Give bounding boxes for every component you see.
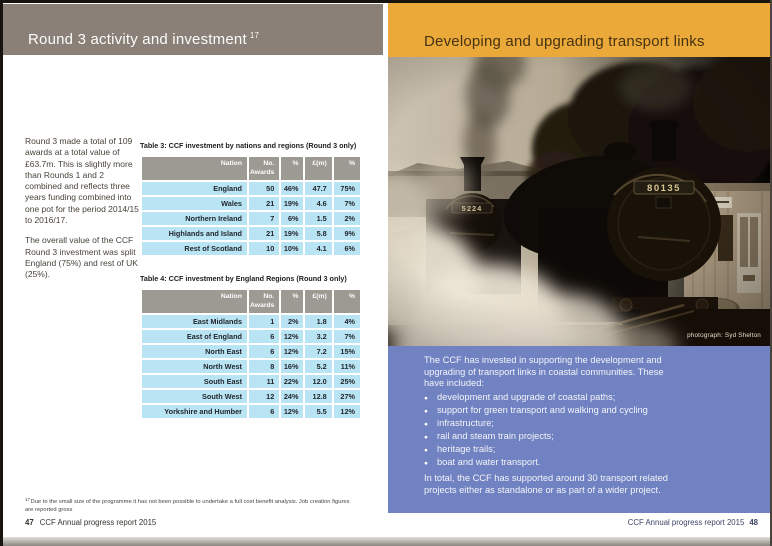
value-cell: 12% — [281, 345, 303, 358]
table-row — [142, 227, 360, 240]
value-cell: 1.8 — [305, 315, 331, 328]
table-row — [142, 197, 360, 210]
table4-header-row — [142, 290, 360, 313]
footnote-text: Due to the small size of the programme it has not been possible to undertake a full cost benefit analysis. Job creation figures are reported gross — [25, 499, 350, 513]
column-header: £(m) — [305, 290, 331, 313]
value-cell: 4.1 — [305, 242, 331, 255]
table-row — [142, 212, 360, 225]
row-label-cell: Wales — [142, 197, 247, 210]
value-cell: 21 — [249, 227, 279, 240]
row-label-cell: Northern Ireland — [142, 212, 247, 225]
value-cell: 24% — [281, 390, 303, 403]
value-cell: 6 — [249, 345, 279, 358]
left-page-header — [3, 4, 383, 55]
row-label-cell: North East — [142, 345, 247, 358]
value-cell: 16% — [281, 360, 303, 373]
table3 — [140, 155, 362, 257]
value-cell: 19% — [281, 227, 303, 240]
footnote — [25, 496, 355, 514]
column-header: No. Awards — [249, 290, 279, 313]
table-row — [142, 242, 360, 255]
value-cell: 5.2 — [305, 360, 331, 373]
column-header: % — [334, 290, 360, 313]
value-cell: 75% — [334, 182, 360, 195]
right-page-title: Developing and upgrading transport links — [424, 33, 705, 50]
page-edge-shadow — [0, 537, 772, 546]
table4-title: Table 4: CCF investment by England Regions (Round 3 only) — [140, 274, 347, 283]
page-edge-top — [0, 0, 772, 3]
value-cell: 5.8 — [305, 227, 331, 240]
train-photo — [388, 57, 770, 346]
value-cell: 1.5 — [305, 212, 331, 225]
value-cell: 11 — [249, 375, 279, 388]
bullet-item: ● infrastructure; — [424, 418, 686, 430]
value-cell: 4% — [334, 315, 360, 328]
value-cell: 7% — [334, 330, 360, 343]
value-cell: 6 — [249, 405, 279, 418]
value-cell: 4.6 — [305, 197, 331, 210]
table3-block — [140, 141, 362, 257]
table-row — [142, 330, 360, 343]
table-row — [142, 405, 360, 418]
photo-credit: photograph: Syd Shelton — [687, 332, 761, 339]
value-cell: 10% — [281, 242, 303, 255]
value-cell: 12% — [281, 330, 303, 343]
table-row — [142, 360, 360, 373]
column-header: Nation — [142, 157, 247, 180]
row-label-cell: Highlands and Island — [142, 227, 247, 240]
table-row — [142, 390, 360, 403]
row-label-cell: East Midlands — [142, 315, 247, 328]
column-header: Nation — [142, 290, 247, 313]
value-cell: 5.5 — [305, 405, 331, 418]
value-cell: 2% — [281, 315, 303, 328]
value-cell: 47.7 — [305, 182, 331, 195]
bullet-item: ● rail and steam train projects; — [424, 431, 686, 443]
row-label-cell: East of England — [142, 330, 247, 343]
value-cell: 12.0 — [305, 375, 331, 388]
panel-bullet-list — [424, 392, 686, 469]
value-cell: 15% — [334, 345, 360, 358]
table3-header-row — [142, 157, 360, 180]
column-header: % — [281, 290, 303, 313]
transport-text-panel — [388, 346, 770, 513]
table-row — [142, 375, 360, 388]
table-row — [142, 315, 360, 328]
value-cell: 12% — [334, 405, 360, 418]
intro-text-column — [25, 136, 141, 281]
intro-paragraph-2: The overall value of the CCF Round 3 investment was split England (75%) and rest of UK (25%). — [25, 235, 138, 280]
train-photo-illustration — [388, 57, 770, 346]
right-page-header — [388, 3, 770, 57]
table4 — [140, 288, 362, 420]
left-page-number: 47 — [25, 518, 34, 527]
value-cell: 11% — [334, 360, 360, 373]
photo-vignette — [388, 57, 770, 346]
page-edge-left — [0, 0, 3, 546]
value-cell: 10 — [249, 242, 279, 255]
bullet-item: ● boat and water transport. — [424, 457, 686, 469]
right-page-number: 48 — [749, 518, 758, 527]
column-header: No. Awards — [249, 157, 279, 180]
value-cell: 12 — [249, 390, 279, 403]
value-cell: 50 — [249, 182, 279, 195]
bullet-item: ● heritage trails; — [424, 444, 686, 456]
value-cell: 27% — [334, 390, 360, 403]
row-label-cell: Yorkshire and Humber — [142, 405, 247, 418]
footnote-reference: 17 — [249, 31, 260, 40]
value-cell: 1 — [249, 315, 279, 328]
row-label-cell: South East — [142, 375, 247, 388]
bullet-item: ● development and upgrade of coastal paths; — [424, 392, 686, 404]
row-label-cell: Rest of Scotland — [142, 242, 247, 255]
row-label-cell: England — [142, 182, 247, 195]
table-row — [142, 182, 360, 195]
intro-paragraph-1: Round 3 made a total of 109 awards at a total value of £63.7m. This is slightly more than Rounds 1 and 2 combined and reflects three years funding combined into one pot for the period 2014/15 to 2016/17. — [25, 136, 139, 226]
table-row — [142, 345, 360, 358]
tables-column — [140, 141, 362, 420]
value-cell: 6 — [249, 330, 279, 343]
right-page-footer — [628, 518, 758, 527]
table3-title: Table 3: CCF investment by nations and regions (Round 3 only) — [140, 141, 357, 150]
left-page-footer — [25, 518, 156, 527]
value-cell: 2% — [334, 212, 360, 225]
value-cell: 6% — [334, 242, 360, 255]
right-footer-text: CCF Annual progress report 2015 — [627, 518, 745, 527]
left-page-title — [28, 31, 259, 48]
left-title-text: Round 3 activity and investment — [28, 31, 247, 48]
row-label-cell: North West — [142, 360, 247, 373]
value-cell: 6% — [281, 212, 303, 225]
value-cell: 8 — [249, 360, 279, 373]
panel-intro: The CCF has invested in supporting the development and upgrading of transport links in coastal communities. These have included: — [424, 355, 664, 388]
value-cell: 9% — [334, 227, 360, 240]
table4-block — [140, 274, 362, 420]
bullet-item: ● support for green transport and walking and cycling — [424, 405, 686, 417]
value-cell: 7% — [334, 197, 360, 210]
column-header: £(m) — [305, 157, 331, 180]
value-cell: 7.2 — [305, 345, 331, 358]
value-cell: 3.2 — [305, 330, 331, 343]
footnote-marker: 17 — [25, 497, 31, 502]
panel-outro: In total, the CCF has supported around 30 transport related projects either as standalone or as part of a wider project. — [424, 473, 668, 495]
value-cell: 21 — [249, 197, 279, 210]
value-cell: 22% — [281, 375, 303, 388]
value-cell: 46% — [281, 182, 303, 195]
value-cell: 7 — [249, 212, 279, 225]
value-cell: 12% — [281, 405, 303, 418]
column-header: % — [281, 157, 303, 180]
row-label-cell: South West — [142, 390, 247, 403]
left-footer-text: CCF Annual progress report 2015 — [39, 518, 157, 527]
right-page — [388, 0, 770, 546]
value-cell: 12.8 — [305, 390, 331, 403]
value-cell: 19% — [281, 197, 303, 210]
value-cell: 25% — [334, 375, 360, 388]
column-header: % — [334, 157, 360, 180]
